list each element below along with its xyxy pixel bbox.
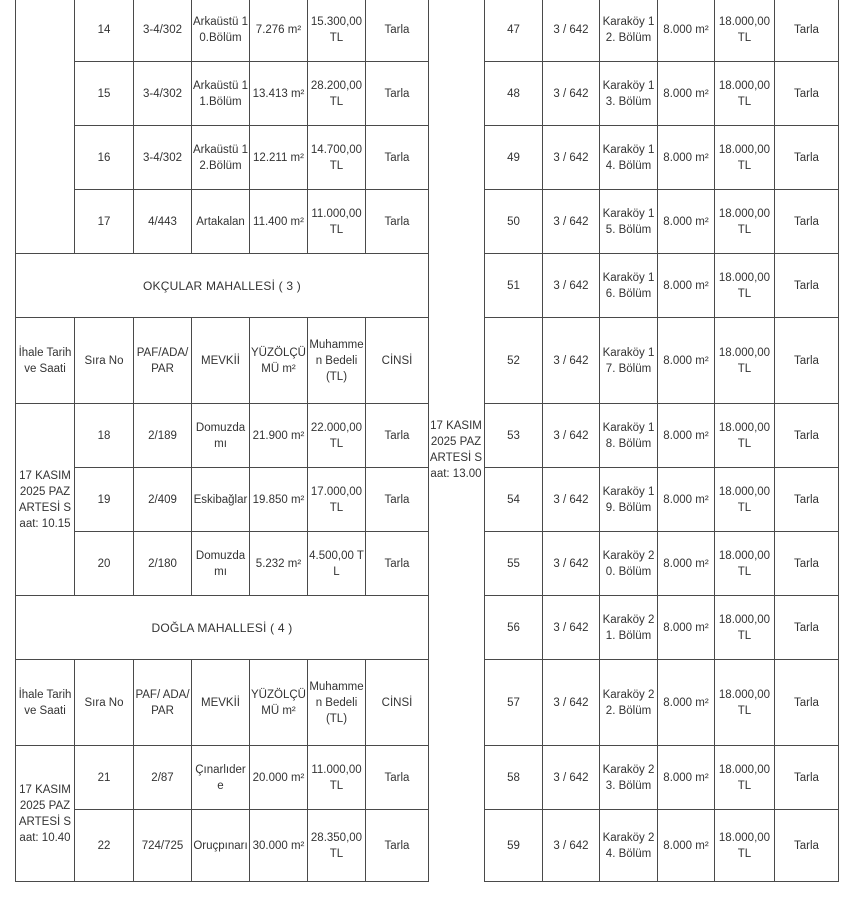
paf-cell: 3 / 642 bbox=[543, 810, 600, 882]
paf-cell: 3 / 642 bbox=[543, 404, 600, 468]
header-date: İhale Tarih ve Saati bbox=[16, 318, 75, 404]
sira-cell: 47 bbox=[485, 0, 543, 62]
area-cell: 30.000 m² bbox=[250, 810, 308, 882]
paf-cell: 3-4/302 bbox=[134, 62, 192, 126]
price-cell: 18.000,00 TL bbox=[715, 404, 775, 468]
mevkii-cell: Karaköy 19. Bölüm bbox=[600, 468, 658, 532]
sira-cell: 18 bbox=[75, 404, 134, 468]
area-cell: 20.000 m² bbox=[250, 746, 308, 810]
mevkii-cell: Karaköy 14. Bölüm bbox=[600, 126, 658, 190]
mevkii-cell: Karaköy 13. Bölüm bbox=[600, 62, 658, 126]
mevkii-cell: Artakalan bbox=[192, 190, 250, 254]
type-cell: Tarla bbox=[775, 660, 839, 746]
paf-cell: 3-4/302 bbox=[134, 0, 192, 62]
mevkii-cell: Arkaüstü 12.Bölüm bbox=[192, 126, 250, 190]
price-cell: 11.000,00 TL bbox=[308, 746, 366, 810]
paf-cell: 3 / 642 bbox=[543, 660, 600, 746]
type-cell: Tarla bbox=[366, 468, 429, 532]
paf-cell: 3 / 642 bbox=[543, 190, 600, 254]
table-row bbox=[16, 126, 429, 190]
right-auction-table bbox=[484, 0, 839, 882]
type-cell: Tarla bbox=[775, 190, 839, 254]
paf-cell: 3 / 642 bbox=[543, 254, 600, 318]
type-cell: Tarla bbox=[775, 62, 839, 126]
right-date-cell bbox=[428, 0, 484, 900]
header-price: Muhammen Bedeli (TL) bbox=[308, 660, 366, 746]
area-cell: 8.000 m² bbox=[658, 746, 715, 810]
header-paf: PAF/ ADA/PAR bbox=[134, 660, 192, 746]
table-row bbox=[485, 254, 839, 318]
mevkii-cell: Karaköy 20. Bölüm bbox=[600, 532, 658, 596]
sira-cell: 20 bbox=[75, 532, 134, 596]
right-date-text: 17 KASIM 2025 PAZARTESİ Saat: 13.00 bbox=[429, 420, 483, 480]
mevkii-cell: Karaköy 24. Bölüm bbox=[600, 810, 658, 882]
price-cell: 11.000,00 TL bbox=[308, 190, 366, 254]
mevkii-cell: Arkaüstü 11.Bölüm bbox=[192, 62, 250, 126]
price-cell: 18.000,00 TL bbox=[715, 62, 775, 126]
table-row bbox=[485, 660, 839, 746]
mevkii-cell: Oruçpınarı bbox=[192, 810, 250, 882]
table-row bbox=[16, 62, 429, 126]
sira-cell: 48 bbox=[485, 62, 543, 126]
paf-cell: 2/87 bbox=[134, 746, 192, 810]
header-mevkii: MEVKİİ bbox=[192, 318, 250, 404]
table-row bbox=[485, 532, 839, 596]
table-row bbox=[485, 468, 839, 532]
area-cell: 8.000 m² bbox=[658, 254, 715, 318]
price-cell: 14.700,00 TL bbox=[308, 126, 366, 190]
header-sira: Sıra No bbox=[75, 660, 134, 746]
mevkii-cell: Arkaüstü 10.Bölüm bbox=[192, 0, 250, 62]
table-row bbox=[16, 468, 429, 532]
mevkii-cell: Çınarlıdere bbox=[192, 746, 250, 810]
type-cell: Tarla bbox=[366, 0, 429, 62]
sira-cell: 49 bbox=[485, 126, 543, 190]
sira-cell: 15 bbox=[75, 62, 134, 126]
type-cell: Tarla bbox=[775, 318, 839, 404]
area-cell: 7.276 m² bbox=[250, 0, 308, 62]
area-cell: 19.850 m² bbox=[250, 468, 308, 532]
type-cell: Tarla bbox=[775, 254, 839, 318]
price-cell: 28.200,00 TL bbox=[308, 62, 366, 126]
price-cell: 18.000,00 TL bbox=[715, 190, 775, 254]
area-cell: 8.000 m² bbox=[658, 468, 715, 532]
area-cell: 8.000 m² bbox=[658, 404, 715, 468]
price-cell: 18.000,00 TL bbox=[715, 318, 775, 404]
table-row bbox=[16, 532, 429, 596]
paf-cell: 2/409 bbox=[134, 468, 192, 532]
header-date: İhale Tarih ve Saati bbox=[16, 660, 75, 746]
table-row bbox=[485, 318, 839, 404]
table-row bbox=[485, 126, 839, 190]
area-cell: 8.000 m² bbox=[658, 532, 715, 596]
sira-cell: 19 bbox=[75, 468, 134, 532]
price-cell: 18.000,00 TL bbox=[715, 810, 775, 882]
area-cell: 21.900 m² bbox=[250, 404, 308, 468]
sira-cell: 54 bbox=[485, 468, 543, 532]
type-cell: Tarla bbox=[775, 596, 839, 660]
header-row bbox=[16, 318, 429, 404]
mevkii-cell: Domuzdamı bbox=[192, 532, 250, 596]
header-area: YÜZÖLÇÜMÜ m² bbox=[250, 318, 308, 404]
table-row bbox=[485, 810, 839, 882]
table-row bbox=[16, 190, 429, 254]
table-row bbox=[485, 746, 839, 810]
sira-cell: 50 bbox=[485, 190, 543, 254]
price-cell: 18.000,00 TL bbox=[715, 746, 775, 810]
area-cell: 11.400 m² bbox=[250, 190, 308, 254]
sira-cell: 59 bbox=[485, 810, 543, 882]
paf-cell: 2/180 bbox=[134, 532, 192, 596]
mevkii-cell: Domuzdamı bbox=[192, 404, 250, 468]
area-cell: 8.000 m² bbox=[658, 0, 715, 62]
sira-cell: 16 bbox=[75, 126, 134, 190]
price-cell: 22.000,00 TL bbox=[308, 404, 366, 468]
sira-cell: 14 bbox=[75, 0, 134, 62]
paf-cell: 3 / 642 bbox=[543, 746, 600, 810]
area-cell: 5.232 m² bbox=[250, 532, 308, 596]
area-cell: 12.211 m² bbox=[250, 126, 308, 190]
table-row bbox=[485, 0, 839, 62]
okcular-date-cell: 17 KASIM 2025 PAZARTESİ Saat: 10.15 bbox=[16, 404, 75, 596]
paf-cell: 3-4/302 bbox=[134, 126, 192, 190]
section-row bbox=[16, 254, 429, 318]
table-row bbox=[485, 62, 839, 126]
table-row bbox=[485, 190, 839, 254]
paf-cell: 724/725 bbox=[134, 810, 192, 882]
paf-cell: 3 / 642 bbox=[543, 0, 600, 62]
sira-cell: 17 bbox=[75, 190, 134, 254]
price-cell: 18.000,00 TL bbox=[715, 126, 775, 190]
header-mevkii: MEVKİİ bbox=[192, 660, 250, 746]
table-row bbox=[485, 596, 839, 660]
type-cell: Tarla bbox=[775, 404, 839, 468]
price-cell: 18.000,00 TL bbox=[715, 532, 775, 596]
mevkii-cell: Eskibağlar bbox=[192, 468, 250, 532]
sira-cell: 58 bbox=[485, 746, 543, 810]
price-cell: 18.000,00 TL bbox=[715, 0, 775, 62]
table-row bbox=[16, 810, 429, 882]
price-cell: 18.000,00 TL bbox=[715, 660, 775, 746]
sira-cell: 22 bbox=[75, 810, 134, 882]
sira-cell: 52 bbox=[485, 318, 543, 404]
paf-cell: 3 / 642 bbox=[543, 532, 600, 596]
table-row bbox=[16, 746, 429, 810]
header-type: CİNSİ bbox=[366, 660, 429, 746]
price-cell: 17.000,00 TL bbox=[308, 468, 366, 532]
mevkii-cell: Karaköy 21. Bölüm bbox=[600, 596, 658, 660]
paf-cell: 3 / 642 bbox=[543, 62, 600, 126]
area-cell: 8.000 m² bbox=[658, 62, 715, 126]
left-auction-table bbox=[15, 0, 429, 882]
type-cell: Tarla bbox=[775, 0, 839, 62]
paf-cell: 3 / 642 bbox=[543, 126, 600, 190]
price-cell: 15.300,00 TL bbox=[308, 0, 366, 62]
sira-cell: 51 bbox=[485, 254, 543, 318]
header-area: YÜZÖLÇÜMÜ m² bbox=[250, 660, 308, 746]
dogla-date-cell: 17 KASIM 2025 PAZARTESİ Saat: 10.40 bbox=[16, 746, 75, 882]
sira-cell: 53 bbox=[485, 404, 543, 468]
type-cell: Tarla bbox=[366, 810, 429, 882]
area-cell: 13.413 m² bbox=[250, 62, 308, 126]
type-cell: Tarla bbox=[366, 746, 429, 810]
paf-cell: 2/189 bbox=[134, 404, 192, 468]
mevkii-cell: Karaköy 15. Bölüm bbox=[600, 190, 658, 254]
type-cell: Tarla bbox=[366, 190, 429, 254]
type-cell: Tarla bbox=[775, 810, 839, 882]
area-cell: 8.000 m² bbox=[658, 596, 715, 660]
mevkii-cell: Karaköy 23. Bölüm bbox=[600, 746, 658, 810]
type-cell: Tarla bbox=[366, 62, 429, 126]
mevkii-cell: Karaköy 16. Bölüm bbox=[600, 254, 658, 318]
mevkii-cell: Karaköy 22. Bölüm bbox=[600, 660, 658, 746]
type-cell: Tarla bbox=[366, 532, 429, 596]
header-row bbox=[16, 660, 429, 746]
paf-cell: 3 / 642 bbox=[543, 596, 600, 660]
sira-cell: 56 bbox=[485, 596, 543, 660]
type-cell: Tarla bbox=[775, 468, 839, 532]
type-cell: Tarla bbox=[366, 126, 429, 190]
mevkii-cell: Karaköy 18. Bölüm bbox=[600, 404, 658, 468]
sira-cell: 57 bbox=[485, 660, 543, 746]
price-cell: 18.000,00 TL bbox=[715, 596, 775, 660]
area-cell: 8.000 m² bbox=[658, 660, 715, 746]
table-row bbox=[16, 0, 429, 62]
area-cell: 8.000 m² bbox=[658, 318, 715, 404]
price-cell: 28.350,00 TL bbox=[308, 810, 366, 882]
paf-cell: 4/443 bbox=[134, 190, 192, 254]
type-cell: Tarla bbox=[775, 126, 839, 190]
header-type: CİNSİ bbox=[366, 318, 429, 404]
okcular-section-title: OKÇULAR MAHALLESİ ( 3 ) bbox=[16, 254, 429, 318]
mevkii-cell: Karaköy 17. Bölüm bbox=[600, 318, 658, 404]
table-row bbox=[16, 404, 429, 468]
type-cell: Tarla bbox=[775, 532, 839, 596]
type-cell: Tarla bbox=[366, 404, 429, 468]
header-sira: Sıra No bbox=[75, 318, 134, 404]
price-cell: 4.500,00 TL bbox=[308, 532, 366, 596]
table-row bbox=[485, 404, 839, 468]
header-paf: PAF/ADA/PAR bbox=[134, 318, 192, 404]
area-cell: 8.000 m² bbox=[658, 190, 715, 254]
price-cell: 18.000,00 TL bbox=[715, 254, 775, 318]
area-cell: 8.000 m² bbox=[658, 126, 715, 190]
dogla-section-title: DOĞLA MAHALLESİ ( 4 ) bbox=[16, 596, 429, 660]
paf-cell: 3 / 642 bbox=[543, 468, 600, 532]
price-cell: 18.000,00 TL bbox=[715, 468, 775, 532]
area-cell: 8.000 m² bbox=[658, 810, 715, 882]
sira-cell: 21 bbox=[75, 746, 134, 810]
header-price: Muhammen Bedeli (TL) bbox=[308, 318, 366, 404]
paf-cell: 3 / 642 bbox=[543, 318, 600, 404]
sira-cell: 55 bbox=[485, 532, 543, 596]
mevkii-cell: Karaköy 12. Bölüm bbox=[600, 0, 658, 62]
type-cell: Tarla bbox=[775, 746, 839, 810]
date-cell-cutoff bbox=[16, 0, 75, 254]
section-row bbox=[16, 596, 429, 660]
